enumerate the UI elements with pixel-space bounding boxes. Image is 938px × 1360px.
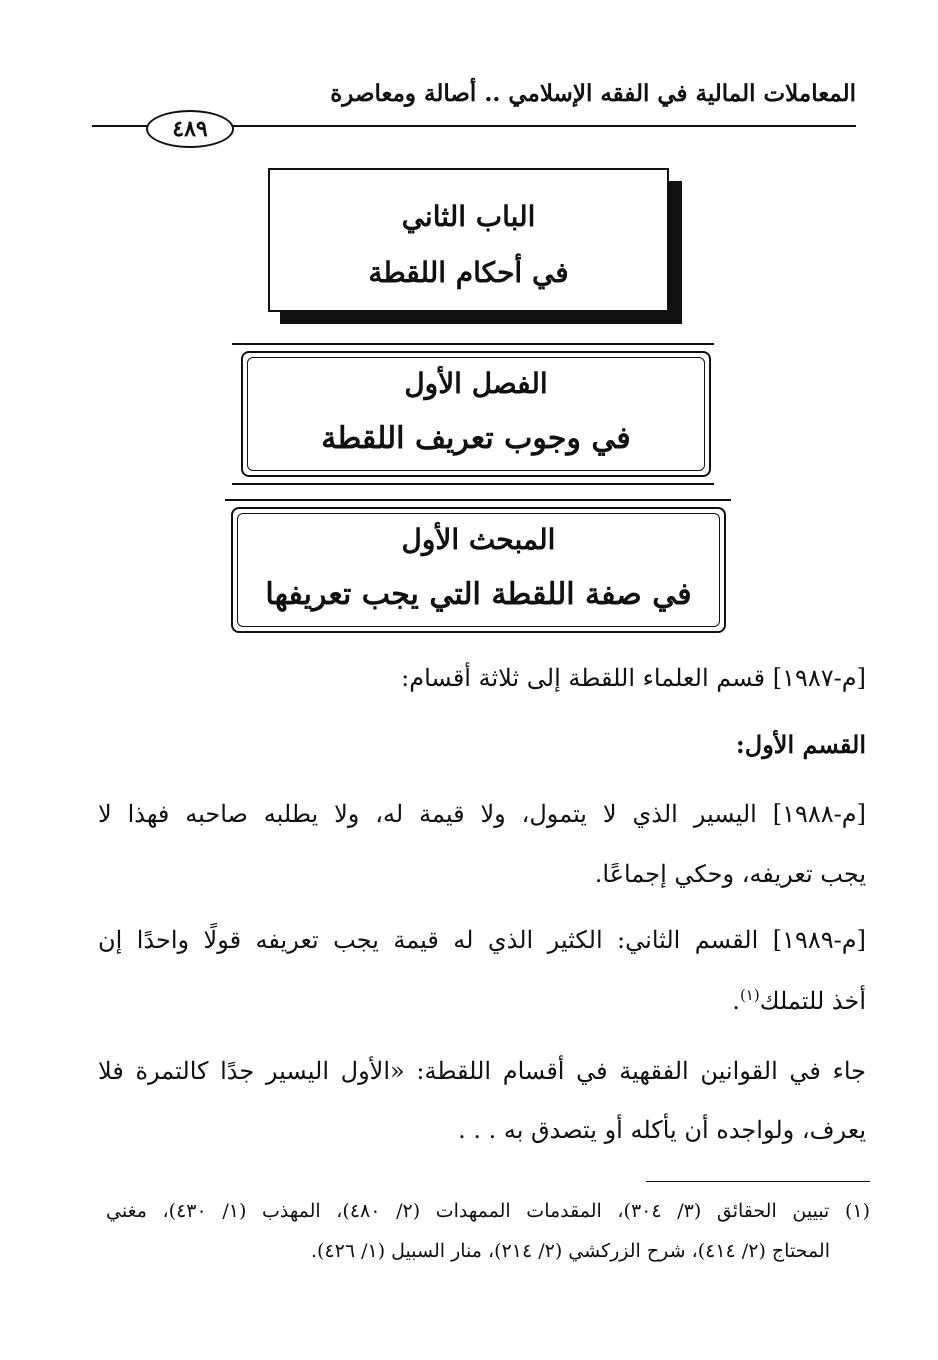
heading-first-category: القسم الأول: — [735, 730, 866, 759]
subsection-title: المبحث الأول — [401, 523, 556, 556]
page-number: ٤٨٩ — [146, 110, 234, 148]
chapter-subtitle: في أحكام اللقطة — [368, 256, 569, 289]
subsection-rule-top — [225, 499, 731, 501]
paragraph-1989-line1: [م-١٩٨٩] القسم الثاني: الكثير الذي له قيمة يجب تعريفه قولًا واحدًا إن — [98, 926, 866, 954]
subsection-box — [231, 507, 726, 633]
paragraph-1988-line1: [م-١٩٨٨] اليسير الذي لا يتمول، ولا قيمة له، ولا يطلبه صاحبه فهذا لا — [98, 800, 866, 828]
paragraph-1989-text: أخذ للتملك — [759, 987, 866, 1015]
footnote-1-line1: (١) تبيين الحقائق (٣/ ٣٠٤)، المقدمات الممهدات (٢/ ٤٨٠)، المهذب (١/ ٤٣٠)، مغني — [106, 1200, 870, 1222]
paragraph-1988-line2: يجب تعريفه، وحكي إجماعًا. — [594, 860, 866, 888]
quote-paragraph-line2: يعرف، ولواجده أن يأكله أو يتصدق به . . . — [458, 1116, 866, 1144]
paragraph-1989-line2 — [732, 986, 866, 1015]
subsection-subtitle: في صفة اللقطة التي يجب تعريفها — [265, 577, 692, 612]
section-rule-top — [232, 343, 714, 345]
section-rule-bottom — [232, 483, 714, 485]
running-title: المعاملات المالية في الفقه الإسلامي .. أصالة ومعاصرة — [330, 80, 856, 107]
section-subtitle: في وجوب تعريف اللقطة — [321, 421, 631, 456]
chapter-box — [268, 168, 669, 312]
section-title: الفصل الأول — [404, 367, 548, 400]
paragraph-1989-end: . — [732, 987, 740, 1015]
quote-paragraph-line1: جاء في القوانين الفقهية في أقسام اللقطة: «الأول اليسير جدًا كالتمرة فلا — [98, 1057, 867, 1085]
paragraph-1987: [م-١٩٨٧] قسم العلماء اللقطة إلى ثلاثة أقسام: — [401, 664, 866, 692]
footnote-ref-1: (١) — [739, 986, 760, 1004]
footnote-1-line2: المحتاج (٢/ ٤١٤)، شرح الزركشي (٢/ ٢١٤)، منار السبيل (١/ ٤٢٦). — [310, 1240, 830, 1262]
footnote-rule — [646, 1181, 870, 1182]
chapter-title: الباب الثاني — [401, 200, 536, 233]
section-box — [241, 351, 711, 477]
